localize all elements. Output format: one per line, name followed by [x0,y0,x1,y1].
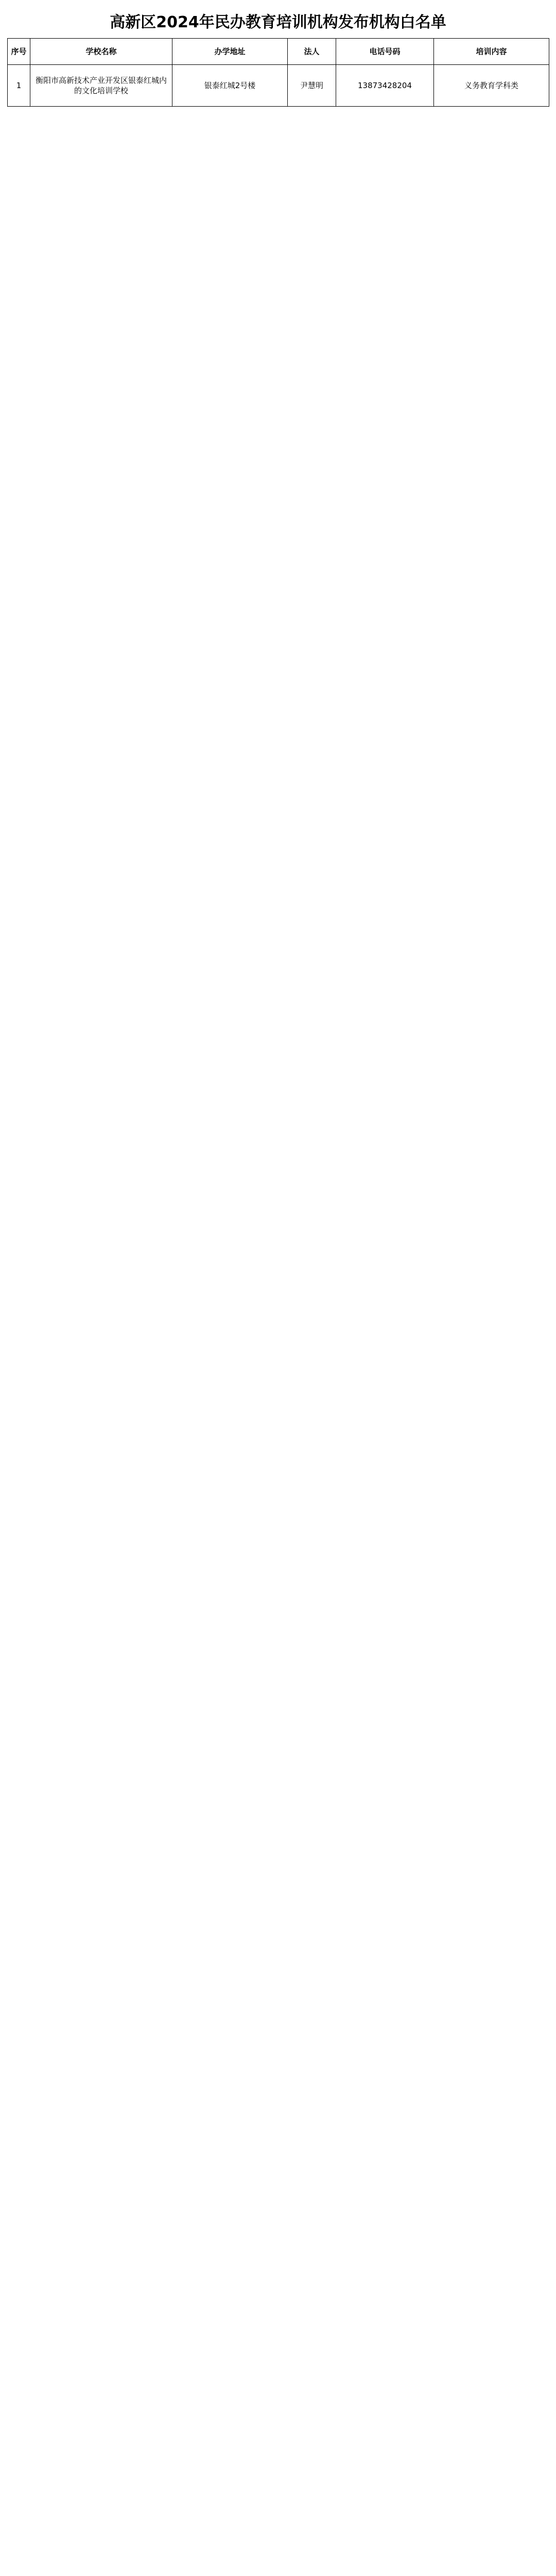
header-legal: 法人 [288,39,336,65]
page-title: 高新区2024年民办教育培训机构发布机构白名单 [110,13,446,31]
header-phone: 电话号码 [336,39,434,65]
page [0,0,556,117]
cell-no: 1 [8,65,30,107]
cell-address: 银泰红城2号楼 [172,65,288,107]
header-address: 办学地址 [172,39,288,65]
cell-legal: 尹慧明 [288,65,336,107]
cell-scope: 义务教育学科类 [434,65,549,107]
header-name: 学校名称 [30,39,172,65]
table-header-row [8,39,549,65]
header-scope: 培训内容 [434,39,549,65]
whitelist-table [7,38,549,107]
header-no: 序号 [8,39,30,65]
table-row [8,65,549,107]
cell-phone: 13873428204 [336,65,434,107]
cell-name: 衡阳市高新技术产业开发区银泰红城内的文化培训学校 [30,65,172,107]
